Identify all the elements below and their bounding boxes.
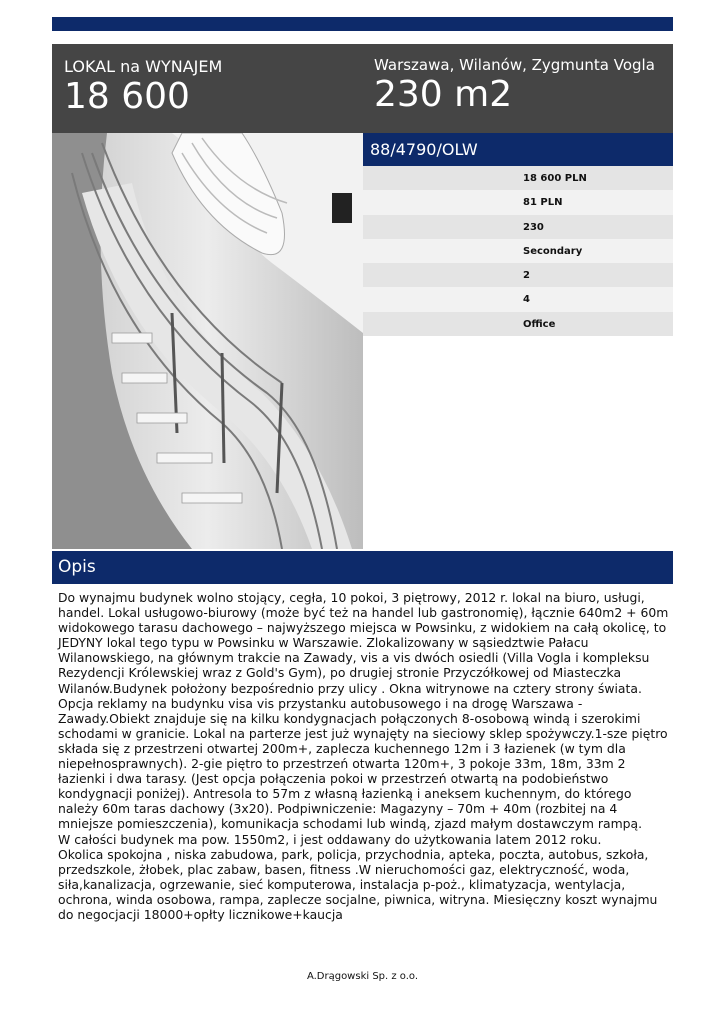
property-photo — [52, 133, 363, 549]
listing-price: 18 600 — [64, 76, 190, 117]
detail-row — [363, 190, 673, 214]
detail-row — [363, 312, 673, 336]
description-title: Opis — [58, 557, 96, 577]
reference-bar — [363, 133, 673, 166]
listing-location: Warszawa, Wilanów, Zygmunta Vogla — [374, 56, 655, 74]
detail-value: 2 — [523, 270, 530, 282]
staircase-image — [52, 133, 363, 549]
listing-header — [52, 44, 673, 133]
reference-number: 88/4790/OLW — [370, 140, 478, 159]
detail-row — [363, 263, 673, 287]
description-paragraph: Do wynajmu budynek wolno stojący, cegła, 10 pokoi, 3 piętrowy, 2012 r. lokal na biuro, usługi, handel. Lokal usługowo-biurowy (może być też na handel lub gastronomię), łącznie 640m2 + 60m widokowego tarasu dachowego – najwyższego miejsca w Powsinku, z widokiem na całą okolicę, to JEDYNY lokal tego typu w Powsinku w Warszawie. Zlokalizowany w sąsiedztwie Pałacu Wilanowskiego, na głównym trakcie na Zawady, vis a vis dwóch osiedli (Villa Vogla i kompleksu Rezydencji Królewskiej wraz z Gold's Gym), po drugiej stronie Przyczółkowej od Miasteczka Wilanów.Budynek położony bezpośrednio przy ulicy . Okna witrynowe na cztery strony świata. Opcja reklamy na budynku visa vis przystanku autobusowego i na drogę Warszawa - Zawady.Obiekt znajduje się na kilku kondygnacjach połączonych 8-osobową windą i szerokimi schodami w granicie. Lokal na parterze jest już wynajęty na sieciowy sklep spożywczy.1-sze piętro składa się z przestrzeni otwartej 200m+, zaplecza kuchennego 12m i 3 łazienek (w tym dla niepełnosprawnych). 2-gie piętro to przestrzeń otwarta 120m+, 3 pokoje 33m, 18m, 33m 2 łazienki i dwa tarasy. (Jest opcja połączenia pokoi w przestrzeń otwartą na podobieństwo kondygnacji poniżej). Antresola to 57m z własną łazienką i aneksem kuchennym, do którego należy 60m taras dachowy (3x20). Podpiwniczenie: Magazyny – 70m + 40m (rozbitej na 4 mniejsze pomieszczenia), komunikacja schodami lub windą, zjazd małym dostawczym rampą. — [58, 590, 669, 832]
description-body — [58, 590, 673, 922]
detail-row — [363, 215, 673, 239]
details-table — [363, 166, 673, 336]
detail-value: 230 — [523, 221, 544, 233]
detail-value: 81 PLN — [523, 197, 563, 209]
description-paragraph: Okolica spokojna , niska zabudowa, park, policja, przychodnia, apteka, poczta, autobus, szkoła, przedszkole, żłobek, plac zabaw, basen, fitness .W nieruchomości gaz, elektryczność, woda, siła,kanalizacja, ogrzewanie, sieć komputerowa, instalacja p-poż., klimatyzacja, wentylacja, ochrona, winda osobowa, rampa, zaplecze socjalne, piwnica, witryna. Miesięczny koszt wynajmu do negocjacji 18000+opłty licznikowe+kaucja — [58, 846, 658, 922]
detail-value: 18 600 PLN — [523, 173, 587, 184]
top-accent-bar — [52, 17, 673, 31]
detail-value: Secondary — [523, 245, 583, 257]
listing-area: 230 m2 — [374, 74, 513, 115]
description-paragraph: W całości budynek ma pow. 1550m2, i jest oddawany do użytkowania latem 2012 roku. — [58, 831, 602, 847]
description-header — [52, 551, 673, 584]
footer-company: A.Drągowski Sp. z o.o. — [306, 971, 419, 982]
detail-row — [363, 287, 673, 311]
detail-value: Office — [523, 318, 556, 330]
detail-row — [363, 239, 673, 263]
detail-row — [363, 166, 673, 190]
detail-value: 4 — [523, 294, 530, 306]
listing-type: LOKAL na WYNAJEM — [64, 57, 223, 76]
